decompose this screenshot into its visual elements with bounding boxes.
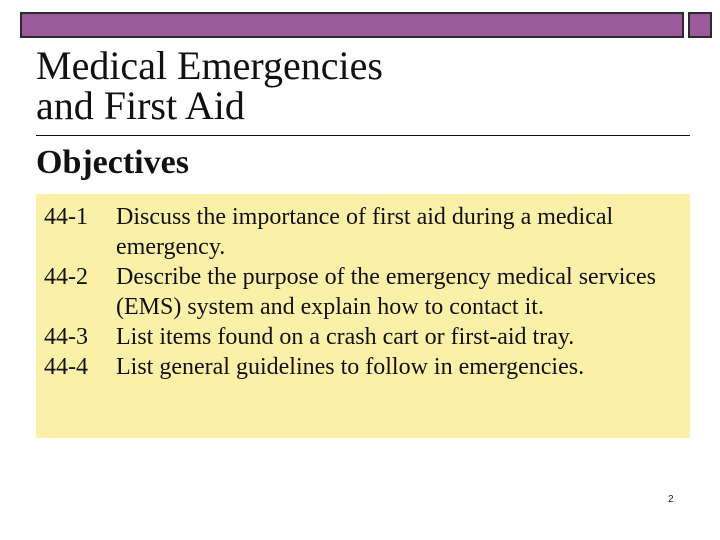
objective-text: List items found on a crash cart or first-aid tray. [116,324,575,350]
objective-number: 44-1 [44,204,88,230]
header-decor-square [688,12,712,38]
objective-text: Describe the purpose of the emergency medical services (EMS) system and explain how to contact it. [116,264,656,320]
objective-text: Discuss the importance of first aid during a medical emergency. [116,204,614,260]
slide-subtitle: Objectives [36,144,189,181]
header-decor-bar [20,12,684,38]
objective-item [44,202,678,262]
objective-number: 44-4 [44,354,88,380]
page-number: 2 [668,494,674,505]
objective-item [44,262,678,322]
objective-item [44,352,678,382]
objective-number: 44-2 [44,264,88,290]
objective-item [44,322,678,352]
objective-number: 44-3 [44,324,88,350]
title-divider [36,135,690,136]
objective-text: List general guidelines to follow in emergencies. [116,354,585,380]
objectives-box [36,194,690,438]
title-line-1: Medical Emergencies [36,43,383,88]
slide-title [36,43,383,128]
title-line-2: and First Aid [36,83,245,128]
